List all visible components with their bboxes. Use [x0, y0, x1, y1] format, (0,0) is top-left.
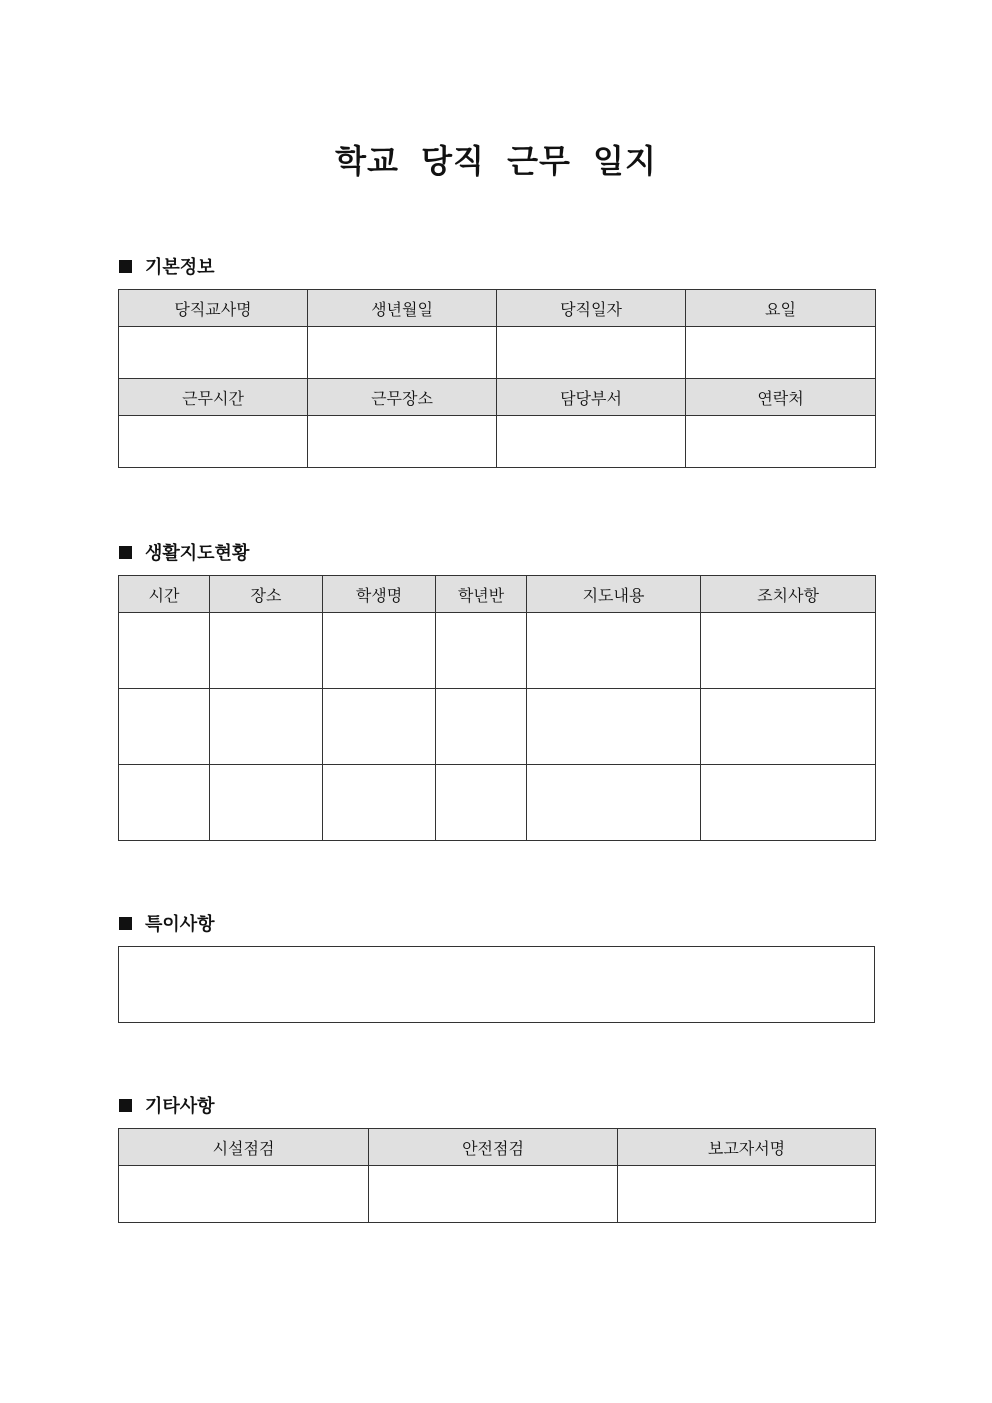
header-cell: 당직일자 — [497, 290, 686, 327]
header-cell: 학년반 — [436, 576, 527, 613]
reporter-signature-field[interactable] — [618, 1166, 876, 1223]
time-field[interactable] — [119, 765, 210, 841]
header-cell: 시간 — [119, 576, 210, 613]
table-row — [119, 1166, 876, 1223]
department-field[interactable] — [497, 416, 686, 468]
action-taken-field[interactable] — [701, 689, 876, 765]
time-field[interactable] — [119, 613, 210, 689]
header-cell: 보고자서명 — [618, 1129, 876, 1166]
action-taken-field[interactable] — [701, 765, 876, 841]
section-heading-guidance — [119, 539, 249, 565]
table-header-row — [119, 576, 876, 613]
place-field[interactable] — [210, 613, 323, 689]
contact-field[interactable] — [686, 416, 876, 468]
weekday-field[interactable] — [686, 327, 876, 379]
table-header-row — [119, 1129, 876, 1166]
section-heading-basic-info — [119, 253, 215, 279]
square-bullet-icon — [119, 546, 132, 559]
table-row — [119, 689, 876, 765]
page-title: 학교 당직 근무 일지 — [335, 142, 657, 180]
table-header-row — [119, 379, 876, 416]
header-cell: 조치사항 — [701, 576, 876, 613]
basic-info-table — [118, 289, 876, 468]
section-title: 특이사항 — [145, 914, 215, 935]
guidance-content-field[interactable] — [527, 613, 701, 689]
other-items-table — [118, 1128, 876, 1223]
section-title: 생활지도현황 — [145, 543, 250, 564]
place-field[interactable] — [210, 765, 323, 841]
time-field[interactable] — [119, 689, 210, 765]
student-name-field[interactable] — [323, 613, 436, 689]
guidance-content-field[interactable] — [527, 765, 701, 841]
place-field[interactable] — [210, 689, 323, 765]
duty-date-field[interactable] — [497, 327, 686, 379]
grade-class-field[interactable] — [436, 689, 527, 765]
guidance-table — [118, 575, 876, 841]
grade-class-field[interactable] — [436, 613, 527, 689]
table-row — [119, 765, 876, 841]
safety-check-field[interactable] — [369, 1166, 618, 1223]
header-cell: 담당부서 — [497, 379, 686, 416]
work-place-field[interactable] — [308, 416, 497, 468]
header-cell: 시설점검 — [119, 1129, 369, 1166]
header-cell: 생년월일 — [308, 290, 497, 327]
header-cell: 당직교사명 — [119, 290, 308, 327]
table-row — [119, 613, 876, 689]
header-cell: 연락처 — [686, 379, 876, 416]
header-cell: 근무장소 — [308, 379, 497, 416]
square-bullet-icon — [119, 1099, 132, 1112]
header-cell: 안전점검 — [369, 1129, 618, 1166]
student-name-field[interactable] — [323, 765, 436, 841]
table-row — [119, 327, 876, 379]
birth-date-field[interactable] — [308, 327, 497, 379]
table-row — [119, 416, 876, 468]
grade-class-field[interactable] — [436, 765, 527, 841]
header-cell: 학생명 — [323, 576, 436, 613]
section-heading-special-notes — [119, 910, 215, 936]
header-cell: 지도내용 — [527, 576, 701, 613]
header-cell: 장소 — [210, 576, 323, 613]
section-title: 기본정보 — [145, 257, 215, 278]
section-heading-other — [119, 1092, 215, 1118]
header-cell: 요일 — [686, 290, 876, 327]
table-header-row — [119, 290, 876, 327]
special-notes-field[interactable] — [118, 946, 875, 1023]
square-bullet-icon — [119, 917, 132, 930]
student-name-field[interactable] — [323, 689, 436, 765]
work-hours-field[interactable] — [119, 416, 308, 468]
facility-check-field[interactable] — [119, 1166, 369, 1223]
guidance-content-field[interactable] — [527, 689, 701, 765]
section-title: 기타사항 — [145, 1096, 215, 1117]
square-bullet-icon — [119, 260, 132, 273]
action-taken-field[interactable] — [701, 613, 876, 689]
header-cell: 근무시간 — [119, 379, 308, 416]
duty-teacher-name-field[interactable] — [119, 327, 308, 379]
